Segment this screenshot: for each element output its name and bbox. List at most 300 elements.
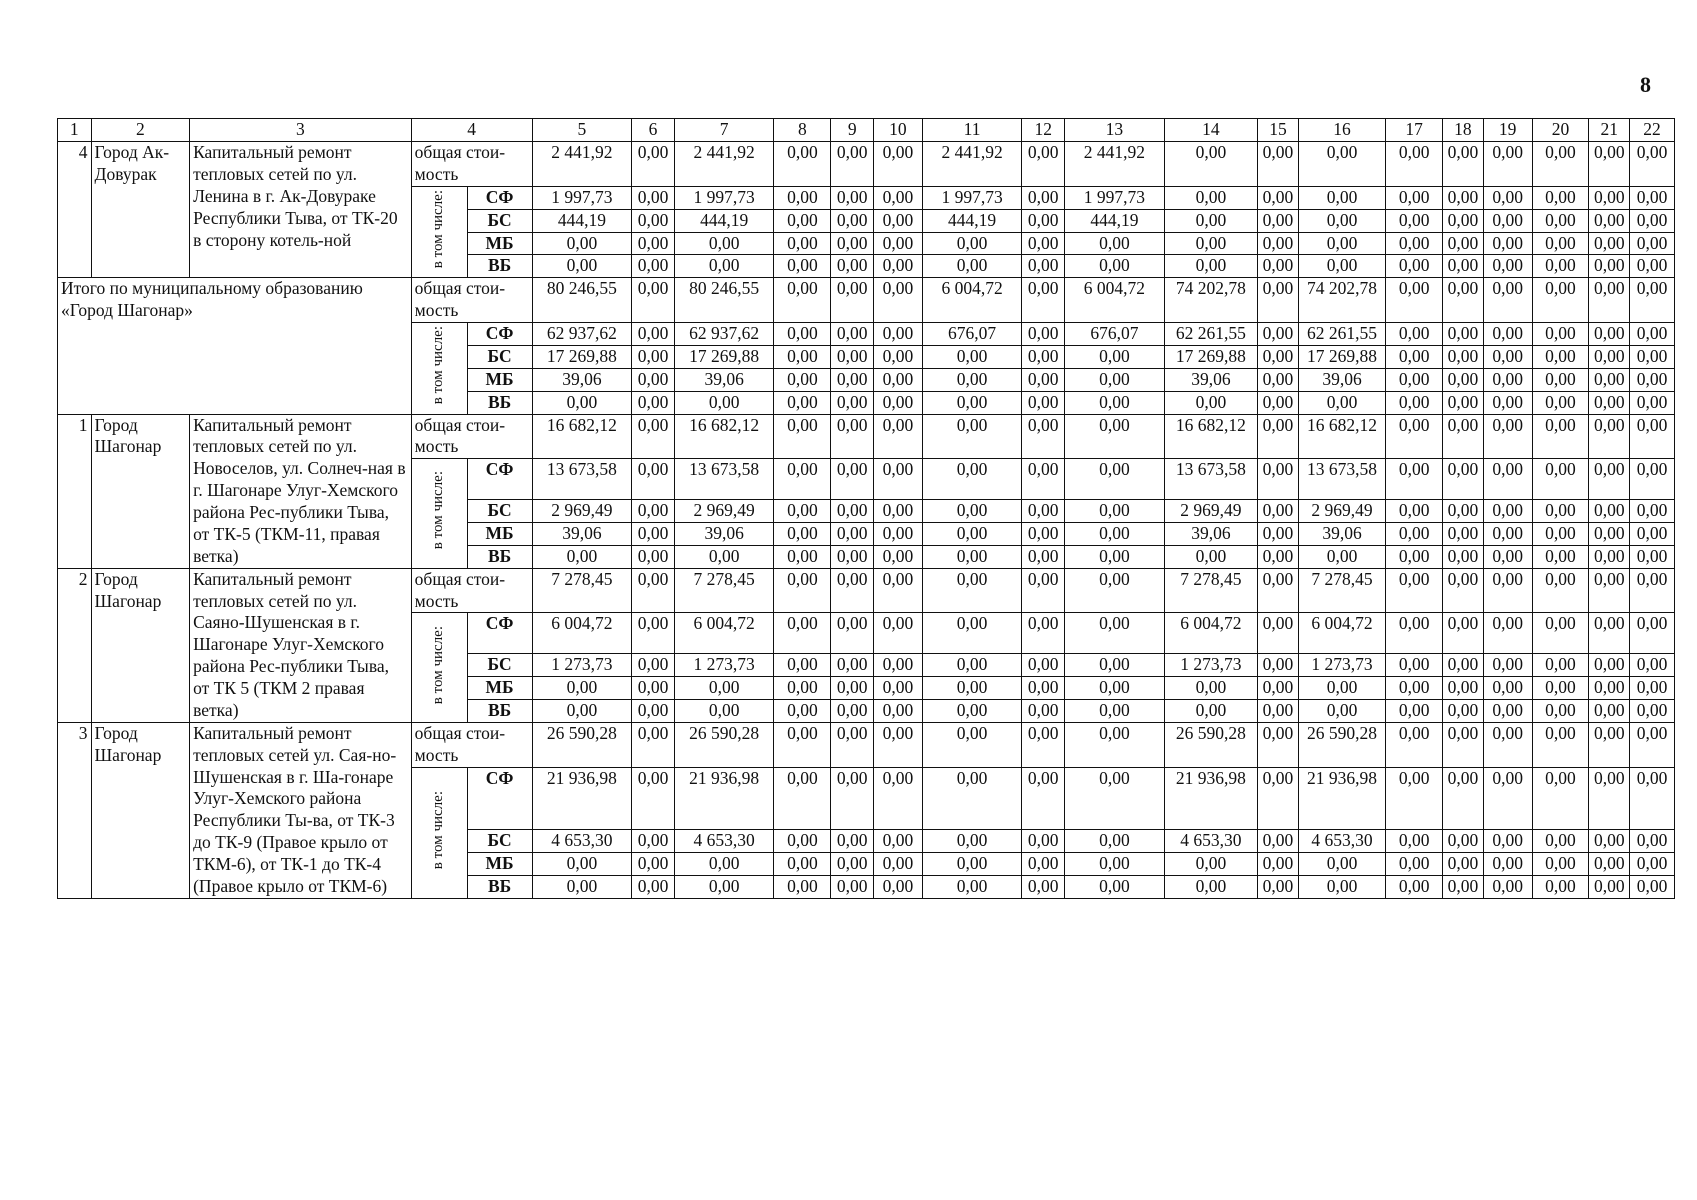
- value-cell: 0,00: [831, 142, 874, 187]
- project-city: Город Шагонар: [91, 568, 190, 722]
- value-cell: 1 997,73: [674, 186, 774, 209]
- value-cell: 13 673,58: [1298, 459, 1385, 500]
- funding-source-code: БС: [467, 500, 532, 523]
- value-cell: 0,00: [874, 414, 923, 459]
- value-cell: 0,00: [1589, 699, 1630, 722]
- value-cell: 39,06: [674, 368, 774, 391]
- value-cell: 0,00: [1483, 500, 1532, 523]
- value-cell: 0,00: [1386, 545, 1443, 568]
- value-cell: 0,00: [774, 699, 831, 722]
- value-cell: 21 936,98: [1298, 767, 1385, 830]
- value-cell: 0,00: [774, 459, 831, 500]
- value-cell: 0,00: [1065, 232, 1165, 255]
- value-cell: 0,00: [1298, 677, 1385, 700]
- value-cell: 0,00: [831, 654, 874, 677]
- value-cell: 0,00: [632, 853, 675, 876]
- value-cell: 0,00: [831, 368, 874, 391]
- value-cell: 0,00: [1065, 722, 1165, 767]
- value-cell: 0,00: [1022, 853, 1065, 876]
- value-cell: 0,00: [1630, 345, 1675, 368]
- value-cell: 0,00: [632, 459, 675, 500]
- value-cell: 0,00: [831, 278, 874, 323]
- value-cell: 0,00: [831, 500, 874, 523]
- value-cell: 0,00: [1258, 414, 1299, 459]
- page-number: 8: [1640, 72, 1651, 97]
- value-cell: 0,00: [922, 722, 1022, 767]
- value-cell: 1 273,73: [1298, 654, 1385, 677]
- value-cell: 0,00: [922, 545, 1022, 568]
- header-cell: 4: [411, 119, 532, 142]
- value-cell: 0,00: [1589, 186, 1630, 209]
- value-cell: 0,00: [1065, 545, 1165, 568]
- value-cell: 0,00: [1258, 767, 1299, 830]
- value-cell: 26 590,28: [1164, 722, 1258, 767]
- project-number: 4: [58, 142, 92, 278]
- header-cell: 9: [831, 119, 874, 142]
- value-cell: 0,00: [532, 545, 632, 568]
- value-cell: 0,00: [1630, 830, 1675, 853]
- value-cell: 0,00: [1022, 368, 1065, 391]
- value-cell: 39,06: [1298, 368, 1385, 391]
- value-cell: 0,00: [874, 232, 923, 255]
- value-cell: 0,00: [831, 186, 874, 209]
- value-cell: 6 004,72: [674, 613, 774, 654]
- value-cell: 0,00: [774, 142, 831, 187]
- value-cell: 0,00: [831, 391, 874, 414]
- value-cell: 0,00: [922, 459, 1022, 500]
- municipal-total-label: Итого по муниципальному образованию «Город Шагонар»: [58, 278, 412, 414]
- value-cell: 0,00: [874, 345, 923, 368]
- project-number: 3: [58, 722, 92, 898]
- value-cell: 0,00: [1630, 459, 1675, 500]
- value-cell: 62 261,55: [1298, 323, 1385, 346]
- value-cell: 0,00: [1483, 875, 1532, 898]
- value-cell: 7 278,45: [1298, 568, 1385, 613]
- value-cell: 0,00: [1630, 568, 1675, 613]
- value-cell: 0,00: [874, 500, 923, 523]
- funding-source-code: МБ: [467, 368, 532, 391]
- value-cell: 0,00: [831, 209, 874, 232]
- header-cell: 18: [1443, 119, 1484, 142]
- total-cost-label: общая стои-мость: [411, 568, 532, 613]
- value-cell: 1 997,73: [922, 186, 1022, 209]
- funding-source-code: МБ: [467, 853, 532, 876]
- value-cell: 0,00: [1022, 522, 1065, 545]
- value-cell: 0,00: [831, 232, 874, 255]
- value-cell: 0,00: [1022, 142, 1065, 187]
- value-cell: 0,00: [1386, 522, 1443, 545]
- value-cell: 0,00: [1022, 278, 1065, 323]
- value-cell: 0,00: [1589, 830, 1630, 853]
- value-cell: 4 653,30: [1298, 830, 1385, 853]
- value-cell: 0,00: [1483, 414, 1532, 459]
- value-cell: 0,00: [874, 142, 923, 187]
- value-cell: 0,00: [1589, 278, 1630, 323]
- value-cell: 0,00: [632, 345, 675, 368]
- value-cell: 0,00: [1532, 522, 1589, 545]
- value-cell: 0,00: [1386, 654, 1443, 677]
- value-cell: 0,00: [1258, 853, 1299, 876]
- value-cell: 0,00: [1386, 875, 1443, 898]
- value-cell: 39,06: [532, 522, 632, 545]
- including-label: в том числе:: [430, 790, 447, 869]
- funding-source-code: СФ: [467, 613, 532, 654]
- value-cell: 0,00: [874, 391, 923, 414]
- value-cell: 0,00: [1483, 699, 1532, 722]
- total-cost-label: общая стои-мость: [411, 414, 532, 459]
- value-cell: 0,00: [1258, 459, 1299, 500]
- total-cost-label: общая стои-мость: [411, 722, 532, 767]
- value-cell: 0,00: [632, 677, 675, 700]
- value-cell: 0,00: [1630, 545, 1675, 568]
- value-cell: 0,00: [1630, 875, 1675, 898]
- project-description: Капитальный ремонт тепловых сетей по ул. Новоселов, ул. Солнеч-ная в г. Шагонаре Улуг-Хемского района Рес-публики Тыва, от ТК-5 (ТКМ-11, правая ветка): [190, 414, 412, 568]
- value-cell: 0,00: [1258, 875, 1299, 898]
- value-cell: 0,00: [922, 522, 1022, 545]
- value-cell: 0,00: [1386, 853, 1443, 876]
- value-cell: 0,00: [1443, 232, 1484, 255]
- value-cell: 2 969,49: [532, 500, 632, 523]
- value-cell: 0,00: [1258, 186, 1299, 209]
- value-cell: 0,00: [874, 699, 923, 722]
- value-cell: 0,00: [1589, 209, 1630, 232]
- value-cell: 2 969,49: [674, 500, 774, 523]
- value-cell: 1 997,73: [532, 186, 632, 209]
- value-cell: 0,00: [1258, 830, 1299, 853]
- value-cell: 0,00: [1532, 391, 1589, 414]
- header-cell: 3: [190, 119, 412, 142]
- project-row: [58, 568, 1675, 613]
- value-cell: 0,00: [1065, 830, 1165, 853]
- project-description: Капитальный ремонт тепловых сетей ул. Сая-но-Шушенская в г. Ша-гонаре Улуг-Хемского района Республики Ты-ва, от ТК-3 до ТК-9 (Правое крыло от ТКМ-6), от ТК-1 до ТК-4 (Правое крыло от ТКМ-6): [190, 722, 412, 898]
- value-cell: 21 936,98: [532, 767, 632, 830]
- value-cell: 16 682,12: [1298, 414, 1385, 459]
- value-cell: 0,00: [1065, 391, 1165, 414]
- value-cell: 0,00: [1483, 368, 1532, 391]
- value-cell: 0,00: [874, 613, 923, 654]
- value-cell: 39,06: [1164, 368, 1258, 391]
- funding-source-code: СФ: [467, 459, 532, 500]
- including-label-cell: [411, 613, 467, 722]
- value-cell: 0,00: [1298, 853, 1385, 876]
- value-cell: 0,00: [1483, 677, 1532, 700]
- value-cell: 0,00: [1258, 368, 1299, 391]
- value-cell: 0,00: [1298, 186, 1385, 209]
- value-cell: 0,00: [922, 500, 1022, 523]
- project-number: 1: [58, 414, 92, 568]
- value-cell: 0,00: [1298, 255, 1385, 278]
- value-cell: 0,00: [1483, 722, 1532, 767]
- value-cell: 0,00: [1443, 767, 1484, 830]
- value-cell: 0,00: [831, 255, 874, 278]
- value-cell: 0,00: [1630, 677, 1675, 700]
- value-cell: 0,00: [1483, 278, 1532, 323]
- value-cell: 0,00: [1298, 875, 1385, 898]
- value-cell: 0,00: [1483, 391, 1532, 414]
- value-cell: 0,00: [1532, 345, 1589, 368]
- value-cell: 26 590,28: [674, 722, 774, 767]
- project-row: [58, 142, 1675, 187]
- value-cell: 0,00: [922, 414, 1022, 459]
- value-cell: 0,00: [1022, 323, 1065, 346]
- value-cell: 0,00: [1589, 568, 1630, 613]
- value-cell: 0,00: [831, 830, 874, 853]
- value-cell: 17 269,88: [1298, 345, 1385, 368]
- value-cell: 13 673,58: [674, 459, 774, 500]
- value-cell: 0,00: [1589, 345, 1630, 368]
- funding-source-code: БС: [467, 209, 532, 232]
- value-cell: 0,00: [1589, 767, 1630, 830]
- value-cell: 0,00: [1483, 186, 1532, 209]
- value-cell: 0,00: [632, 500, 675, 523]
- value-cell: 0,00: [1532, 232, 1589, 255]
- value-cell: 444,19: [922, 209, 1022, 232]
- project-row: [58, 722, 1675, 767]
- value-cell: 0,00: [1532, 767, 1589, 830]
- value-cell: 0,00: [1589, 500, 1630, 523]
- value-cell: 0,00: [1443, 545, 1484, 568]
- value-cell: 0,00: [1443, 186, 1484, 209]
- value-cell: 0,00: [1589, 323, 1630, 346]
- value-cell: 0,00: [1386, 345, 1443, 368]
- value-cell: 0,00: [1443, 142, 1484, 187]
- value-cell: 0,00: [1386, 232, 1443, 255]
- value-cell: 0,00: [1630, 699, 1675, 722]
- value-cell: 0,00: [1483, 545, 1532, 568]
- value-cell: 0,00: [1022, 830, 1065, 853]
- value-cell: 0,00: [1298, 545, 1385, 568]
- value-cell: 0,00: [1443, 255, 1484, 278]
- including-label-cell: [411, 459, 467, 568]
- value-cell: 0,00: [674, 853, 774, 876]
- value-cell: 0,00: [1532, 654, 1589, 677]
- value-cell: 0,00: [874, 255, 923, 278]
- value-cell: 4 653,30: [532, 830, 632, 853]
- value-cell: 0,00: [1589, 391, 1630, 414]
- value-cell: 0,00: [1630, 522, 1675, 545]
- value-cell: 0,00: [1065, 414, 1165, 459]
- value-cell: 7 278,45: [1164, 568, 1258, 613]
- value-cell: 0,00: [1630, 853, 1675, 876]
- value-cell: 0,00: [874, 654, 923, 677]
- project-description: Капитальный ремонт тепловых сетей по ул. Саяно-Шушенская в г. Шагонаре Улуг-Хемского района Рес-публики Тыва, от ТК 5 (ТКМ 2 правая ветка): [190, 568, 412, 722]
- value-cell: 0,00: [1164, 677, 1258, 700]
- value-cell: 0,00: [1258, 278, 1299, 323]
- value-cell: 0,00: [1386, 255, 1443, 278]
- value-cell: 0,00: [774, 278, 831, 323]
- value-cell: 0,00: [1630, 654, 1675, 677]
- value-cell: 0,00: [1532, 368, 1589, 391]
- value-cell: 0,00: [874, 545, 923, 568]
- value-cell: 0,00: [1022, 232, 1065, 255]
- value-cell: 0,00: [774, 232, 831, 255]
- value-cell: 0,00: [1532, 255, 1589, 278]
- value-cell: 0,00: [1164, 699, 1258, 722]
- header-cell: 11: [922, 119, 1022, 142]
- value-cell: 2 441,92: [1065, 142, 1165, 187]
- value-cell: 1 997,73: [1065, 186, 1165, 209]
- value-cell: 0,00: [1532, 545, 1589, 568]
- value-cell: 0,00: [774, 875, 831, 898]
- value-cell: 0,00: [1630, 323, 1675, 346]
- value-cell: 0,00: [1483, 767, 1532, 830]
- header-cell: 15: [1258, 119, 1299, 142]
- value-cell: 0,00: [532, 677, 632, 700]
- value-cell: 0,00: [831, 722, 874, 767]
- value-cell: 0,00: [1532, 699, 1589, 722]
- value-cell: 0,00: [1258, 500, 1299, 523]
- value-cell: 0,00: [632, 699, 675, 722]
- value-cell: 0,00: [1386, 414, 1443, 459]
- value-cell: 0,00: [1022, 414, 1065, 459]
- value-cell: 13 673,58: [1164, 459, 1258, 500]
- value-cell: 0,00: [1589, 654, 1630, 677]
- value-cell: 0,00: [1532, 459, 1589, 500]
- value-cell: 0,00: [1022, 568, 1065, 613]
- value-cell: 0,00: [1022, 545, 1065, 568]
- value-cell: 16 682,12: [674, 414, 774, 459]
- value-cell: 7 278,45: [674, 568, 774, 613]
- value-cell: 0,00: [1386, 391, 1443, 414]
- value-cell: 0,00: [831, 414, 874, 459]
- value-cell: 0,00: [1532, 830, 1589, 853]
- value-cell: 0,00: [1532, 323, 1589, 346]
- value-cell: 0,00: [1483, 613, 1532, 654]
- value-cell: 0,00: [1022, 459, 1065, 500]
- including-label: в том числе:: [430, 625, 447, 704]
- project-city: Город Шагонар: [91, 722, 190, 898]
- value-cell: 0,00: [632, 875, 675, 898]
- value-cell: 0,00: [774, 345, 831, 368]
- value-cell: 0,00: [1258, 142, 1299, 187]
- value-cell: 0,00: [1065, 255, 1165, 278]
- value-cell: 39,06: [674, 522, 774, 545]
- value-cell: 0,00: [674, 255, 774, 278]
- value-cell: 0,00: [1022, 875, 1065, 898]
- project-number: 2: [58, 568, 92, 722]
- value-cell: 0,00: [774, 613, 831, 654]
- value-cell: 0,00: [1589, 522, 1630, 545]
- value-cell: 0,00: [1386, 722, 1443, 767]
- value-cell: 0,00: [1386, 368, 1443, 391]
- header-cell: 20: [1532, 119, 1589, 142]
- value-cell: 0,00: [1483, 522, 1532, 545]
- value-cell: 0,00: [774, 830, 831, 853]
- value-cell: 0,00: [831, 875, 874, 898]
- value-cell: 0,00: [1386, 677, 1443, 700]
- value-cell: 0,00: [1065, 345, 1165, 368]
- value-cell: 7 278,45: [532, 568, 632, 613]
- header-cell: 21: [1589, 119, 1630, 142]
- value-cell: 0,00: [874, 853, 923, 876]
- value-cell: 0,00: [1164, 142, 1258, 187]
- value-cell: 0,00: [632, 278, 675, 323]
- value-cell: 0,00: [532, 875, 632, 898]
- including-label-cell: [411, 323, 467, 415]
- value-cell: 21 936,98: [1164, 767, 1258, 830]
- value-cell: 0,00: [1443, 459, 1484, 500]
- value-cell: 0,00: [774, 568, 831, 613]
- value-cell: 0,00: [674, 545, 774, 568]
- value-cell: 0,00: [1022, 613, 1065, 654]
- value-cell: 0,00: [874, 830, 923, 853]
- value-cell: 0,00: [922, 613, 1022, 654]
- value-cell: 74 202,78: [1298, 278, 1385, 323]
- including-label: в том числе:: [430, 326, 447, 405]
- value-cell: 0,00: [1443, 323, 1484, 346]
- header-cell: 8: [774, 119, 831, 142]
- value-cell: 0,00: [632, 368, 675, 391]
- value-cell: 0,00: [1065, 654, 1165, 677]
- value-cell: 0,00: [1386, 209, 1443, 232]
- value-cell: 0,00: [1483, 209, 1532, 232]
- value-cell: 0,00: [1589, 142, 1630, 187]
- including-label-cell: [411, 186, 467, 278]
- funding-source-code: ВБ: [467, 699, 532, 722]
- value-cell: 0,00: [922, 654, 1022, 677]
- value-cell: 0,00: [774, 186, 831, 209]
- value-cell: 0,00: [1386, 699, 1443, 722]
- value-cell: 0,00: [1443, 568, 1484, 613]
- value-cell: 0,00: [922, 767, 1022, 830]
- value-cell: 0,00: [774, 722, 831, 767]
- value-cell: 0,00: [1589, 232, 1630, 255]
- value-cell: 0,00: [1589, 368, 1630, 391]
- value-cell: 13 673,58: [532, 459, 632, 500]
- value-cell: 0,00: [1589, 722, 1630, 767]
- value-cell: 0,00: [1630, 232, 1675, 255]
- value-cell: 2 441,92: [674, 142, 774, 187]
- value-cell: 0,00: [1386, 459, 1443, 500]
- value-cell: 0,00: [532, 255, 632, 278]
- value-cell: 0,00: [831, 767, 874, 830]
- value-cell: 0,00: [1483, 345, 1532, 368]
- value-cell: 0,00: [1258, 255, 1299, 278]
- project-city: Город Шагонар: [91, 414, 190, 568]
- value-cell: 0,00: [1443, 345, 1484, 368]
- value-cell: 0,00: [1298, 209, 1385, 232]
- value-cell: 0,00: [1298, 699, 1385, 722]
- value-cell: 0,00: [1022, 255, 1065, 278]
- value-cell: 0,00: [1065, 613, 1165, 654]
- header-cell: 5: [532, 119, 632, 142]
- value-cell: 0,00: [774, 323, 831, 346]
- value-cell: 0,00: [1532, 677, 1589, 700]
- value-cell: 0,00: [831, 677, 874, 700]
- value-cell: 0,00: [532, 853, 632, 876]
- value-cell: 0,00: [1258, 323, 1299, 346]
- funding-source-code: ВБ: [467, 545, 532, 568]
- value-cell: 0,00: [1443, 853, 1484, 876]
- value-cell: 1 273,73: [674, 654, 774, 677]
- value-cell: 0,00: [1630, 500, 1675, 523]
- value-cell: 676,07: [1065, 323, 1165, 346]
- funding-source-code: СФ: [467, 323, 532, 346]
- value-cell: 0,00: [1022, 500, 1065, 523]
- value-cell: 62 937,62: [674, 323, 774, 346]
- value-cell: 2 441,92: [532, 142, 632, 187]
- value-cell: 0,00: [532, 699, 632, 722]
- value-cell: 0,00: [874, 522, 923, 545]
- value-cell: 0,00: [1386, 568, 1443, 613]
- value-cell: 0,00: [1443, 391, 1484, 414]
- value-cell: 17 269,88: [532, 345, 632, 368]
- value-cell: 0,00: [632, 209, 675, 232]
- value-cell: 0,00: [1589, 677, 1630, 700]
- value-cell: 0,00: [1483, 853, 1532, 876]
- value-cell: 0,00: [674, 875, 774, 898]
- value-cell: 0,00: [1258, 209, 1299, 232]
